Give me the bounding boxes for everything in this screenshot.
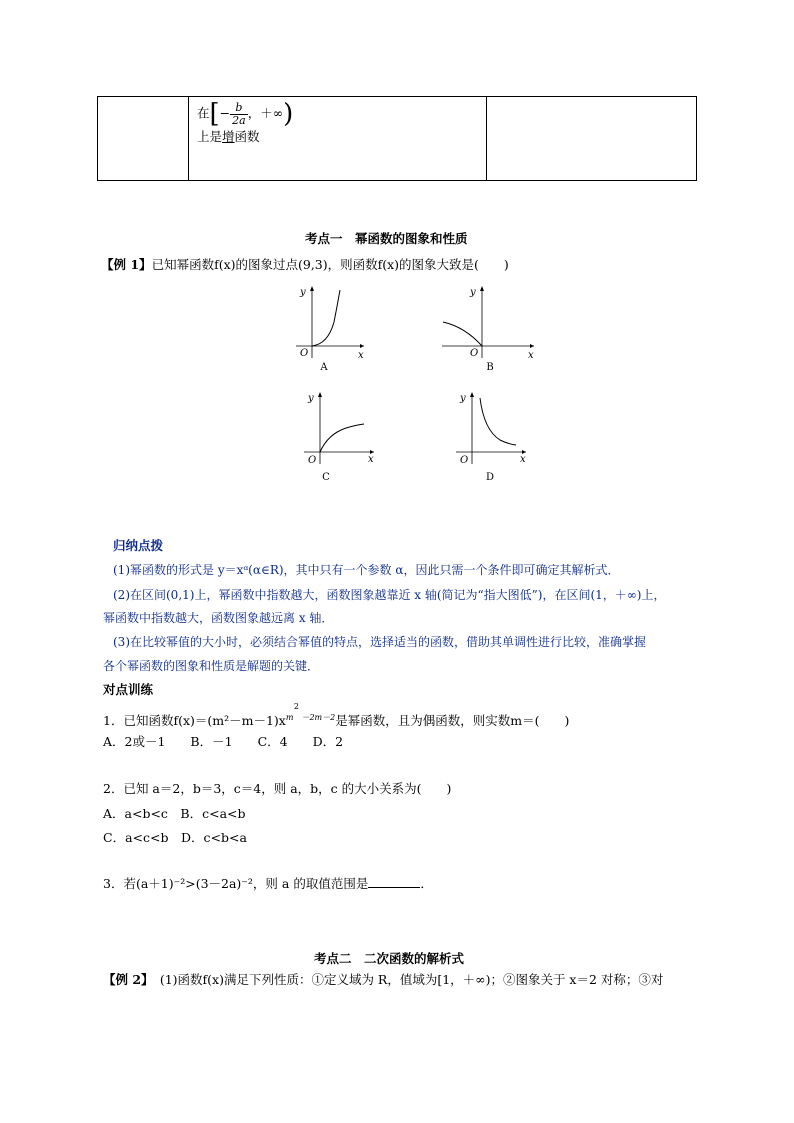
example2-tag: 【例 2】: [103, 972, 148, 987]
practice-heading: 对点训练: [103, 682, 154, 697]
question-1: [103, 702, 570, 729]
right-paren: ): [283, 99, 294, 129]
section2-title: 考点二 二次函数的解析式: [314, 951, 465, 966]
y-label: y: [300, 287, 306, 298]
left-bracket: [: [209, 99, 220, 129]
q3-text: 3．若(a＋1)⁻²>(3－2a)⁻²，则 a 的取值范围是: [103, 876, 369, 891]
question-3: [103, 875, 433, 892]
table-cell-empty-left: [98, 97, 189, 181]
q1-exp-top: 2: [293, 702, 299, 712]
q2-options-row2: C．a<c<b D．c<b<a: [103, 830, 247, 845]
line2-keyword: 增: [222, 129, 235, 144]
option-b-caption: B: [486, 362, 494, 373]
origin-label: O: [470, 348, 479, 359]
option-c-caption: C: [322, 472, 330, 483]
curve-b: [443, 322, 482, 346]
y-label: y: [470, 287, 476, 298]
summary-p2b: 幂函数中指数越大，函数图象越远离 x 轴．: [103, 611, 334, 625]
graph-b: [440, 282, 540, 362]
q1-tail: 是幂函数，且为偶函数，则实数m＝( ): [335, 713, 570, 729]
summary-heading: 归纳点拨: [113, 538, 164, 553]
y-arrow: [310, 286, 314, 291]
q1-options: A．2或－1 B．－1 C．4 D．2: [103, 734, 344, 749]
origin-label: O: [308, 455, 317, 466]
fraction-b-over-2a: $\frac{b}{2a}$: [232, 100, 246, 127]
option-d-caption: D: [485, 472, 495, 483]
y-arrow: [318, 392, 322, 397]
y-arrow: [470, 392, 474, 397]
y-label: y: [308, 393, 314, 404]
answer-blank[interactable]: [368, 875, 420, 888]
summary-p1: (1)幂函数的形式是 y＝xᵅ(α∈R)，其中只有一个参数 α，因此只需一个条件即可确定其解析式．: [113, 563, 620, 577]
graph-d: [452, 390, 532, 470]
example1-tag: 【例 1】: [101, 257, 152, 272]
property-table: [97, 96, 697, 181]
question-2: 2．已知 a＝2，b＝3，c＝4，则 a，b，c 的大小关系为( ): [103, 781, 452, 796]
origin-label: O: [300, 348, 309, 359]
q3-tail: ．: [420, 876, 433, 891]
curve-c: [320, 424, 364, 452]
curve-a: [312, 290, 340, 346]
graph-c: [300, 390, 380, 470]
example2: [103, 972, 663, 988]
cell-prefix: 在: [197, 105, 210, 121]
summary-p3b: 各个幂函数的图象和性质是解题的关键．: [103, 659, 320, 673]
neg-sign: −: [219, 105, 231, 121]
example1: [101, 257, 509, 273]
y-arrow: [480, 286, 484, 291]
x-arrow: [530, 344, 534, 348]
graph-a: [288, 282, 368, 362]
origin-label: O: [460, 455, 469, 466]
x-label: x: [520, 454, 526, 465]
line2-before: 上是: [197, 129, 223, 144]
table-cell-empty-right: [487, 97, 697, 181]
example2-text: (1)函数f(x)满足下列性质：①定义域为 R，值域为[1，＋∞)；②图象关于 x＝2 对称；③对: [147, 972, 664, 987]
section1-title: 考点一 幂函数的图象和性质: [305, 231, 468, 246]
table-cell-monotonic: [189, 97, 487, 181]
example1-text: 已知幂函数f(x)的图象过点(9,3)，则函数f(x)的图象大致是( ): [151, 257, 509, 272]
summary-p2a: (2)在区间(0,1)上，幂函数中指数越大，函数图象越靠近 x 轴(简记为“指大图低”)，在区间(1，＋∞)上，: [113, 588, 666, 602]
x-label: x: [358, 350, 364, 361]
q2-options-row1: A．a<b<c B．c<a<b: [103, 806, 246, 821]
y-label: y: [460, 393, 466, 404]
x-label: x: [528, 350, 534, 361]
q1-exponent: m －2m－2: [285, 713, 336, 722]
option-a-caption: A: [320, 362, 328, 373]
interval-tail: ，＋∞: [247, 105, 284, 121]
summary-p3a: (3)在比较幂值的大小时，必须结合幂值的特点，选择适当的函数，借助其单调性进行比较，准确掌握: [113, 635, 647, 649]
q1-text: 1．已知函数f(x)＝(m²－m－1)x: [103, 713, 286, 729]
curve-d: [480, 398, 516, 445]
x-label: x: [368, 454, 374, 465]
x-arrow: [360, 344, 364, 348]
line2-after: 函数: [234, 129, 260, 144]
